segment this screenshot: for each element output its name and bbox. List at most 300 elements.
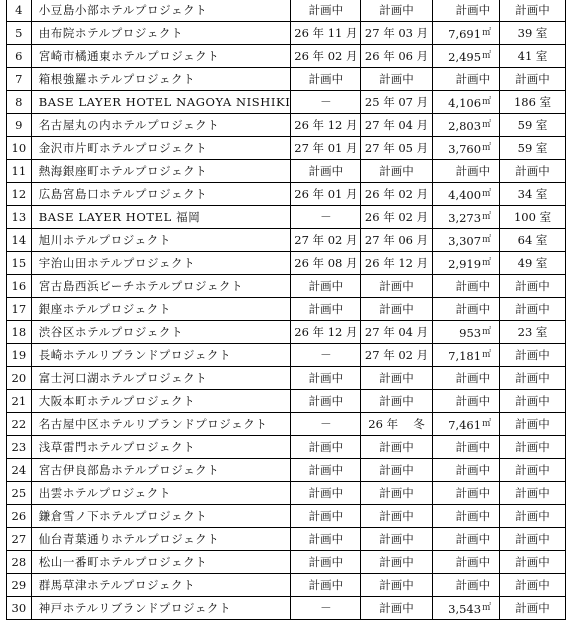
room-count-cell — [500, 275, 566, 298]
row-number: 29 — [11, 578, 27, 592]
row-number: 22 — [11, 417, 27, 431]
construction-start: 計画中 — [308, 578, 344, 592]
opening-date: 計画中 — [379, 394, 414, 408]
opening-date-cell — [361, 574, 432, 597]
room-count-cell — [500, 505, 566, 528]
project-name: 群馬草津ホテルプロジェクト — [38, 578, 196, 592]
row-number-cell — [7, 252, 32, 275]
project-name-cell — [31, 413, 291, 436]
floor-area: 計画中 — [455, 440, 491, 454]
floor-area-cell — [432, 45, 499, 68]
opening-date: 計画中 — [379, 72, 414, 86]
room-count-cell — [500, 229, 566, 252]
floor-area-cell — [432, 482, 499, 505]
project-name-cell — [31, 298, 291, 321]
row-number: 28 — [11, 555, 27, 569]
row-number-cell — [7, 528, 32, 551]
floor-area-cell — [432, 459, 499, 482]
construction-start: 計画中 — [308, 555, 344, 569]
room-count-cell — [500, 137, 566, 160]
area-unit: ㎡ — [482, 143, 492, 153]
opening-date-cell — [361, 275, 432, 298]
construction-start: 計画中 — [308, 394, 344, 408]
project-name: 名古屋丸の内ホテルプロジェクト — [38, 118, 220, 132]
project-name: 出雲ホテルプロジェクト — [38, 486, 171, 500]
floor-area: 4,106 — [448, 96, 482, 110]
floor-area: 計画中 — [455, 486, 491, 500]
opening-date: 26 年 02 月 — [364, 187, 429, 201]
opening-date: 27 年 06 月 — [364, 233, 429, 247]
table-row — [7, 45, 566, 68]
opening-date-cell — [361, 482, 432, 505]
room-count: 計画中 — [515, 555, 550, 569]
construction-start-cell — [291, 229, 361, 252]
construction-start: 26 年 11 月 — [294, 26, 358, 40]
floor-area: 7,181 — [448, 349, 482, 363]
room-count: 計画中 — [515, 601, 550, 615]
opening-date: 27 年 02 月 — [364, 348, 429, 362]
floor-area: 2,495 — [448, 50, 482, 64]
row-number-cell — [7, 574, 32, 597]
project-name-cell — [31, 206, 291, 229]
floor-area: 7,691 — [448, 27, 482, 41]
table-row — [7, 22, 566, 45]
area-unit: ㎡ — [482, 327, 492, 337]
opening-date-cell — [361, 137, 432, 160]
room-count: 計画中 — [515, 417, 550, 431]
opening-date: 27 年 03 月 — [364, 26, 429, 40]
floor-area: 953 — [459, 326, 482, 340]
project-name-cell — [31, 344, 291, 367]
row-number-cell — [7, 505, 32, 528]
row-number: 21 — [11, 394, 27, 408]
room-count: 計画中 — [515, 371, 550, 385]
row-number-cell — [7, 91, 32, 114]
floor-area-cell — [432, 390, 499, 413]
room-count-cell — [500, 206, 566, 229]
construction-start: 26 年 02 月 — [294, 49, 358, 63]
construction-start: 計画中 — [308, 279, 344, 293]
room-count: 64 室 — [517, 233, 548, 247]
opening-date-cell — [361, 160, 432, 183]
row-number-cell — [7, 114, 32, 137]
opening-date: 計画中 — [379, 509, 414, 523]
room-count-cell — [500, 344, 566, 367]
construction-start-cell — [291, 183, 361, 206]
room-count-cell — [500, 68, 566, 91]
construction-start: 計画中 — [308, 3, 344, 17]
project-name: 熱海銀座町ホテルプロジェクト — [38, 164, 208, 178]
hotel-project-table — [6, 0, 566, 620]
opening-date-cell — [361, 206, 432, 229]
table-row — [7, 321, 566, 344]
construction-start: － — [320, 417, 332, 431]
construction-start-cell — [291, 206, 361, 229]
room-count-cell — [500, 413, 566, 436]
construction-start: － — [320, 210, 332, 224]
opening-date-cell — [361, 68, 432, 91]
row-number: 20 — [11, 371, 27, 385]
project-name-cell — [31, 68, 291, 91]
table-row — [7, 160, 566, 183]
room-count-cell — [500, 22, 566, 45]
project-name-cell — [31, 551, 291, 574]
floor-area-cell — [432, 229, 499, 252]
opening-date: 計画中 — [379, 578, 414, 592]
opening-date: 計画中 — [379, 164, 414, 178]
project-name-cell — [31, 45, 291, 68]
floor-area: 2,803 — [448, 119, 482, 133]
opening-date: 26 年 06 月 — [364, 49, 429, 63]
construction-start-cell — [291, 528, 361, 551]
project-name-cell — [31, 160, 291, 183]
opening-date: 27 年 05 月 — [364, 141, 429, 155]
row-number-cell — [7, 298, 32, 321]
construction-start-cell — [291, 321, 361, 344]
construction-start-cell — [291, 0, 361, 22]
opening-date-cell — [361, 114, 432, 137]
table-row — [7, 0, 566, 22]
floor-area-cell — [432, 275, 499, 298]
opening-date-cell — [361, 298, 432, 321]
construction-start: 26 年 12 月 — [294, 118, 358, 132]
area-unit: ㎡ — [482, 419, 492, 429]
table-row — [7, 551, 566, 574]
construction-start-cell — [291, 367, 361, 390]
project-name-cell — [31, 22, 291, 45]
project-name: 名古屋中区ホテルリブランドプロジェクト — [38, 417, 268, 431]
construction-start-cell — [291, 482, 361, 505]
room-count: 計画中 — [515, 164, 550, 178]
opening-date: 26 年 12 月 — [364, 256, 429, 270]
project-name: 宮古伊良部島ホテルプロジェクト — [38, 463, 220, 477]
area-unit: ㎡ — [482, 97, 492, 107]
room-count: 計画中 — [515, 509, 550, 523]
floor-area: 計画中 — [455, 164, 491, 178]
construction-start-cell — [291, 597, 361, 620]
project-name: 箱根強羅ホテルプロジェクト — [38, 72, 196, 86]
row-number-cell — [7, 45, 32, 68]
project-name-cell — [31, 436, 291, 459]
area-unit: ㎡ — [482, 28, 492, 38]
row-number: 23 — [11, 440, 27, 454]
opening-date-cell — [361, 597, 432, 620]
row-number: 25 — [11, 486, 27, 500]
row-number-cell — [7, 68, 32, 91]
room-count: 100 室 — [513, 210, 552, 224]
room-count-cell — [500, 597, 566, 620]
construction-start-cell — [291, 45, 361, 68]
table-body — [7, 0, 566, 620]
room-count: 計画中 — [515, 279, 550, 293]
area-unit: ㎡ — [482, 350, 492, 360]
opening-date: 計画中 — [379, 371, 414, 385]
opening-date-cell — [361, 551, 432, 574]
project-name-cell — [31, 505, 291, 528]
row-number-cell — [7, 344, 32, 367]
floor-area-cell — [432, 137, 499, 160]
floor-area-cell — [432, 22, 499, 45]
room-count-cell — [500, 551, 566, 574]
table-row — [7, 597, 566, 620]
row-number: 16 — [11, 279, 27, 293]
row-number: 26 — [11, 509, 27, 523]
floor-area-cell — [432, 413, 499, 436]
room-count: 計画中 — [515, 394, 550, 408]
opening-date: 計画中 — [379, 440, 414, 454]
project-name-cell — [31, 574, 291, 597]
room-count: 計画中 — [515, 532, 550, 546]
row-number: 13 — [11, 210, 27, 224]
construction-start: 26 年 08 月 — [294, 256, 358, 270]
row-number-cell — [7, 482, 32, 505]
construction-start-cell — [291, 298, 361, 321]
construction-start-cell — [291, 574, 361, 597]
row-number: 15 — [11, 256, 27, 270]
floor-area-cell — [432, 551, 499, 574]
table-row — [7, 436, 566, 459]
construction-start-cell — [291, 160, 361, 183]
row-number-cell — [7, 367, 32, 390]
construction-start-cell — [291, 505, 361, 528]
construction-start: 27 年 02 月 — [294, 233, 358, 247]
opening-date: 27 年 04 月 — [364, 118, 429, 132]
row-number-cell — [7, 229, 32, 252]
row-number: 9 — [15, 118, 23, 132]
row-number: 6 — [15, 49, 23, 63]
project-name: 宮古島西浜ビーチホテルプロジェクト — [38, 279, 244, 293]
construction-start-cell — [291, 390, 361, 413]
construction-start: 計画中 — [308, 72, 344, 86]
construction-start: － — [320, 601, 332, 615]
table-row — [7, 206, 566, 229]
row-number: 19 — [11, 348, 27, 362]
floor-area: 計画中 — [455, 279, 491, 293]
floor-area-cell — [432, 344, 499, 367]
opening-date-cell — [361, 413, 432, 436]
construction-start: － — [320, 348, 332, 362]
row-number: 18 — [11, 325, 27, 339]
room-count: 計画中 — [515, 72, 550, 86]
opening-date-cell — [361, 321, 432, 344]
room-count: 計画中 — [515, 348, 550, 362]
row-number: 4 — [15, 3, 23, 17]
room-count: 計画中 — [515, 3, 550, 17]
row-number-cell — [7, 551, 32, 574]
project-name: 富士河口湖ホテルプロジェクト — [38, 371, 208, 385]
row-number-cell — [7, 321, 32, 344]
opening-date-cell — [361, 229, 432, 252]
opening-date-cell — [361, 528, 432, 551]
table-row — [7, 137, 566, 160]
room-count: 49 室 — [517, 256, 548, 270]
floor-area: 計画中 — [455, 532, 491, 546]
table-row — [7, 482, 566, 505]
row-number-cell — [7, 275, 32, 298]
project-name-cell — [31, 252, 291, 275]
floor-area-cell — [432, 505, 499, 528]
room-count-cell — [500, 114, 566, 137]
construction-start: 計画中 — [308, 371, 344, 385]
project-name-cell — [31, 91, 291, 114]
table-row — [7, 367, 566, 390]
project-name: BASE LAYER HOTEL NAGOYA NISHIKI — [38, 95, 291, 109]
area-unit: ㎡ — [482, 258, 492, 268]
opening-date: 計画中 — [379, 279, 414, 293]
room-count-cell — [500, 367, 566, 390]
opening-date: 計画中 — [379, 555, 414, 569]
project-name-cell — [31, 114, 291, 137]
floor-area: 3,543 — [448, 602, 482, 616]
row-number: 11 — [11, 164, 27, 178]
opening-date: 計画中 — [379, 3, 414, 17]
floor-area: 7,461 — [448, 418, 482, 432]
floor-area-cell — [432, 68, 499, 91]
opening-date: 27 年 04 月 — [364, 325, 429, 339]
floor-area: 計画中 — [455, 302, 491, 316]
row-number-cell — [7, 436, 32, 459]
row-number-cell — [7, 183, 32, 206]
project-name: 由布院ホテルプロジェクト — [38, 26, 184, 40]
table-row — [7, 91, 566, 114]
project-name-cell — [31, 528, 291, 551]
table-row — [7, 183, 566, 206]
area-unit: ㎡ — [482, 189, 492, 199]
opening-date: 25 年 07 月 — [364, 95, 429, 109]
room-count: 34 室 — [517, 187, 548, 201]
row-number: 30 — [11, 601, 27, 615]
floor-area-cell — [432, 206, 499, 229]
construction-start: 計画中 — [308, 509, 344, 523]
room-count-cell — [500, 459, 566, 482]
floor-area: 2,919 — [448, 257, 482, 271]
project-name-cell — [31, 321, 291, 344]
floor-area-cell — [432, 252, 499, 275]
opening-date: 計画中 — [379, 302, 414, 316]
table-row — [7, 344, 566, 367]
project-name: 宮崎市橘通東ホテルプロジェクト — [38, 49, 220, 63]
row-number-cell — [7, 137, 32, 160]
project-name: 大阪本町ホテルプロジェクト — [38, 394, 196, 408]
opening-date: 計画中 — [379, 601, 414, 615]
construction-start: 26 年 12 月 — [294, 325, 358, 339]
project-name: 小豆島小部ホテルプロジェクト — [38, 3, 208, 17]
row-number-cell — [7, 413, 32, 436]
room-count-cell — [500, 390, 566, 413]
area-unit: ㎡ — [482, 120, 492, 130]
project-name: 銀座ホテルプロジェクト — [38, 302, 171, 316]
project-name-cell — [31, 459, 291, 482]
row-number: 14 — [11, 233, 27, 247]
row-number-cell — [7, 206, 32, 229]
project-name-cell — [31, 597, 291, 620]
row-number-cell — [7, 160, 32, 183]
project-name-cell — [31, 0, 291, 22]
room-count: 計画中 — [515, 440, 550, 454]
row-number-cell — [7, 390, 32, 413]
room-count: 186 室 — [513, 95, 552, 109]
row-number: 24 — [11, 463, 27, 477]
project-name: BASE LAYER HOTEL 福岡 — [38, 210, 201, 224]
floor-area: 4,400 — [448, 188, 482, 202]
floor-area-cell — [432, 298, 499, 321]
area-unit: ㎡ — [482, 603, 492, 613]
construction-start-cell — [291, 114, 361, 137]
opening-date-cell — [361, 183, 432, 206]
construction-start-cell — [291, 344, 361, 367]
table-row — [7, 229, 566, 252]
opening-date: 計画中 — [379, 532, 414, 546]
table-row — [7, 298, 566, 321]
row-number-cell — [7, 597, 32, 620]
construction-start-cell — [291, 137, 361, 160]
room-count: 計画中 — [515, 302, 550, 316]
room-count-cell — [500, 298, 566, 321]
construction-start: 計画中 — [308, 164, 344, 178]
row-number: 7 — [15, 72, 23, 86]
room-count-cell — [500, 321, 566, 344]
opening-date: 26 年 冬 — [368, 417, 425, 431]
room-count: 計画中 — [515, 578, 550, 592]
row-number-cell — [7, 22, 32, 45]
table-row — [7, 275, 566, 298]
room-count: 41 室 — [517, 49, 548, 63]
opening-date-cell — [361, 459, 432, 482]
construction-start: 計画中 — [308, 532, 344, 546]
project-name: 宇治山田ホテルプロジェクト — [38, 256, 196, 270]
opening-date-cell — [361, 252, 432, 275]
construction-start-cell — [291, 252, 361, 275]
room-count: 59 室 — [517, 141, 548, 155]
construction-start: 計画中 — [308, 302, 344, 316]
area-unit: ㎡ — [482, 235, 492, 245]
project-name: 松山一番町ホテルプロジェクト — [38, 555, 208, 569]
floor-area: 計画中 — [455, 463, 491, 477]
opening-date-cell — [361, 91, 432, 114]
construction-start-cell — [291, 91, 361, 114]
table-row — [7, 390, 566, 413]
table-row — [7, 413, 566, 436]
room-count-cell — [500, 436, 566, 459]
area-unit: ㎡ — [482, 212, 492, 222]
row-number: 17 — [11, 302, 27, 316]
opening-date-cell — [361, 505, 432, 528]
project-name: 浅草雷門ホテルプロジェクト — [38, 440, 196, 454]
room-count: 39 室 — [517, 26, 548, 40]
construction-start-cell — [291, 551, 361, 574]
project-name: 鎌倉雪ノ下ホテルプロジェクト — [38, 509, 208, 523]
construction-start-cell — [291, 436, 361, 459]
construction-start-cell — [291, 275, 361, 298]
floor-area: 計画中 — [455, 3, 491, 17]
floor-area-cell — [432, 114, 499, 137]
opening-date-cell — [361, 344, 432, 367]
floor-area-cell — [432, 160, 499, 183]
opening-date-cell — [361, 367, 432, 390]
room-count: 計画中 — [515, 463, 550, 477]
project-name: 長崎ホテルリブランドプロジェクト — [38, 348, 232, 362]
room-count-cell — [500, 0, 566, 22]
floor-area-cell — [432, 367, 499, 390]
project-name-cell — [31, 183, 291, 206]
floor-area: 計画中 — [455, 555, 491, 569]
project-name: 広島宮島口ホテルプロジェクト — [38, 187, 208, 201]
floor-area: 計画中 — [455, 72, 491, 86]
construction-start-cell — [291, 413, 361, 436]
construction-start: － — [320, 95, 332, 109]
room-count-cell — [500, 528, 566, 551]
project-name: 仙台青葉通りホテルプロジェクト — [38, 532, 220, 546]
